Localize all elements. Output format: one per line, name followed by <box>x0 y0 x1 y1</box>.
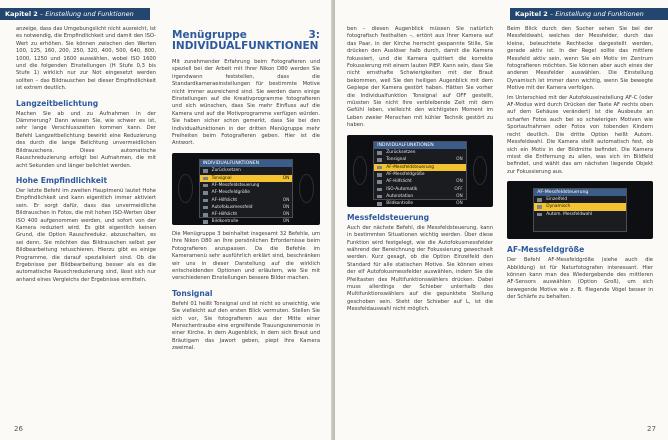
paragraph: Der Befehl AF-Messfeldgröße (siehe auch die Abbildung) ist für Naturfotografen interessant. Hier können kann man des Wiedergebende des mittleren AF-Sensors auswählen (Option Groß), um sich bewegende Motive wie z. B. fliegende Vögel besser in der Schärfe zu behalten. <box>507 257 653 301</box>
section-heading-tonsignal: Tonsignal <box>172 288 213 298</box>
left-header-chapter: Kapitel 2 <box>5 10 38 18</box>
paragraph: ben – diesen Augenblick müssen Sie natürlich fotografisch festhalten –, ertönt aus Ihrer Kamera auf das Paar, in der Kirche herrscht gespannte Stille, Sie drücken den Auslöser halb durch, damit die Kamera fokussiert, und die Kamera quittiert die korrekte Fokussierung mit einem lauten PIEP. Kann sein, dass Sie nicht ernsthafte Schwierigkeiten mit der Braut bekommen, weil Sie den heiligen Augenblick mit dem Gepiepe der Kamera gestört haben. Hätten Sie vorher die Individualfunktion Tonsignal auf OFF gestellt, müssten Sie nicht Ihre verbleibende Zeit mit dem Gefühl leben, vielleicht den wichtigsten Moment im Leben zweier Menschen mit kühler Technik gestört zu haben. <box>347 26 493 129</box>
paragraph: anzeige, dass das Umgebungslicht nicht ausreicht, ist es notwendig, die Empfindlichkeit und damit den ISO-Wert zu erhöhen. Sie können zwischen den Werten 100, 125, 160, 200, 250, 320, 400, 500, 640, 800, 1000, 1250 und 1600 auswählen, wobei ISO 1600 und die folgenden Einstellungen (H Stufe 0,3 bis Stufe 1) wirklich nur zur Not eingesetzt werden sollten – das Bildrauschen bei dieser Empfindlichkeit ist extrem deutlich. <box>16 26 156 92</box>
paragraph: Die Menügruppe 3 beinhaltet insgesamt 32 Befehle, um Ihre Nikon D80 an Ihre persönlichen Erfordernisse beim Fotografieren anzupassen. Da die Befehle im Kameramenü sehr ausführlich erklärt sind, beschränken wir uns in dieser Darstellung auf die wirklich entscheidenden Optionen und erläutern, wie Sie mit verschiedenen Einstellungen bessere Bilder machen. <box>172 230 320 282</box>
camera-menu-item: ISO-Automatik OFF <box>374 186 465 193</box>
menu-item-icon <box>203 169 208 173</box>
menu-item-icon <box>377 166 382 170</box>
camera-menu-item-selected: AF-Messfeldsteuerung <box>374 164 465 171</box>
menu-item-icon <box>377 188 382 192</box>
section-heading-menuegruppe-3: Menügruppe 3: INDIVIDUALFUNKTIONEN <box>172 29 320 52</box>
left-header-title: Einstellung und Funktionen <box>45 10 134 18</box>
left-page <box>0 0 333 440</box>
menu-item-icon <box>203 206 208 210</box>
paragraph: Auch der nächste Befehl, die Messfeldsteuerung, kann in bestimmten Situationen wichtig werden. Über diese Funktion wird festgelegt, wie die Autofokusmessfelder während der Bereichnung der Fokussierung gewechselt werden. Kurz gesagt, ob die Option Einzelfeld den Standard für alle statischen Motive. Sie können eines der elf Autofokusmessfelder auswählen, indem Sie die Pfeiltasten des Multifunktionswählers drücken. Dabei muss allerdings der Schieber unterhalb des Multifunktionswählers auf die gepunktete Stellung geschoben sein. Steht der Schieber auf L, ist die Messfeldauswahl nicht möglich. <box>347 224 493 313</box>
camera-menu-item-selected: Dynamisch <box>534 203 625 210</box>
camera-menu-item: AF-Hilfslicht ON <box>374 178 465 185</box>
paragraph: Beim Blick durch den Sucher sehen Sie bei der Messfeldwahl, welches der Messfelder, durch das kleine, beleuchtete Rechtecke dargestellt werden, gerade aktiv ist. In der Regel sollte das mittlere Messfeld aktiv sein, wenn Sie ein Motiv im Zentrum fotografieren möchten. Sie können aber auch eines der anderen Messfelder auswählen. Die Einstellung Dynamisch ist immer dann wichtig, wenn Sie bewegte Motive mit der Kamera verfolgen. <box>507 26 653 92</box>
menu-item-icon <box>203 213 208 217</box>
camera-menu-title: INDIVIDUALFUNKTIONEN <box>200 160 293 167</box>
paragraph: Machen Sie ab und zu Aufnahmen in der Dämmerung? Dann wissen Sie, wie schwer es ist, sehr lange Verschlusszeiten kommen kann. Der Befehl Langzeitbelichtung bewirkt eine Reduzierung des durch die lange Belichtung unvermeidlichen Bildrauschens. Diese automatische Rauschreduzierung erfolgt bei Aufnahmen, die mit acht Sekunden und länger belichtet werden. <box>16 110 156 169</box>
camera-menu-item: Autorotation ON <box>374 193 465 200</box>
menu-item-icon <box>377 195 382 199</box>
menu-item-icon <box>537 205 542 209</box>
camera-menu-item: Tonsignal ON <box>374 156 465 163</box>
section-heading-hohe-empfindlichkeit: Hohe Empfindlichkeit <box>16 175 108 185</box>
camera-menu-screenshot <box>507 181 653 239</box>
menu-item-icon <box>203 199 208 203</box>
paragraph: Befehl 01 heißt Tonsignal und ist nicht so unwichtig, wie Sie vielleicht auf den ersten Blick vermuten. Stellen Sie sich vor, Sie fotografieren aus der Mitte einer Menschentraube eine ergreifende Trauungszeremonie in einer Kirche. In dem Augenblick, in dem sich Braut und Bräutigam das Jawort geben, piept Ihre Kamera zweimal. <box>172 300 320 352</box>
camera-menu-item: AF-Messfeldgröße <box>374 171 465 178</box>
right-header-chapter: Kapitel 2 <box>515 10 548 18</box>
section-heading-messfeldsteuerung: Messfeldsteuerung <box>347 212 430 222</box>
menu-item-icon <box>203 191 208 195</box>
left-page-number: 26 <box>14 425 23 433</box>
right-header-title: Einstellung und Funktionen <box>555 10 644 18</box>
paragraph: Mit zunehmender Erfahrung beim Fotografieren und speziell bei der Arbeit mit Ihrer Nikon D80 werden Sie irgendwann feststellen, dass die Standardkameraeinstellungen für bestimmte Motive nicht immer ausreichend sind. Sie werden dann einige Einstellungen auf die Kreativprogramme fotografieren und sich wünschen, dass Sie mehr Einfluss auf die Kamera und auf die Motivprogramme verfügen würden. Sie haben sicher schon gemerkt, dass Sie bei den Individualfunktionen in der dritten Menügruppe mehr Freiheiten beim Fotografieren geben. Hier ist die Antwort. <box>172 59 320 147</box>
camera-menu-title: AF-Messfeldsteuerung <box>534 189 625 196</box>
menu-item-icon <box>377 158 382 162</box>
right-column-2 <box>507 26 653 420</box>
paragraph: Der letzte Befehl im zweiten Hauptmenü lautet Hohe Empfindlichkeit und kann eigentlich immer aktiviert sein. Er sorgt dafür, dass das unvermeidliche Bildrauschen in Fotos, die mit hohen ISO-Werten über ISO 400 aufgenommen werden, und sofort von der Kamera reduziert wird. Es gibt eigentlich keinen Grund, die Option Rauschredukz. abzuschalten, es sei denn, Sie möchten das Bildrauschen selbst per Bildbearbeitung retuschieren. Hierzu gibt es einige Programme, die darauf spezialisiert sind. Ob die Ergebnisse per Bildbearbeitung besser als es die automatische Rauschreduzierung sind, lässt sich nur anhand eines Vergleichs der Ergebnisse ermitteln. <box>16 187 156 283</box>
right-column-1 <box>347 26 493 420</box>
camera-menu-screenshot <box>347 135 493 207</box>
camera-menu-title: INDIVIDUALFUNKTIONEN <box>374 142 465 149</box>
left-column-2 <box>172 26 320 420</box>
camera-menu <box>199 159 294 225</box>
menu-item-icon <box>203 177 208 181</box>
menu-item-icon <box>203 220 208 224</box>
menu-item-icon <box>377 202 382 206</box>
camera-menu <box>373 141 466 207</box>
camera-menu-item: AF-Hilfslicht ON <box>200 197 293 204</box>
control-dial-icon <box>353 156 368 185</box>
control-dial-icon <box>299 174 314 203</box>
camera-menu-item: Zurücksetzen <box>200 167 293 174</box>
camera-menu-item: Einzelfeld <box>534 196 625 203</box>
camera-menu-item: Zurücksetzen <box>374 149 465 156</box>
menu-item-icon <box>537 213 542 217</box>
camera-menu-item: Bildkontrolle ON <box>374 200 465 206</box>
menu-item-icon <box>377 173 382 177</box>
right-page <box>335 0 668 440</box>
menu-item-icon <box>377 180 382 184</box>
section-heading-af-messfeldgroesse: AF-Messfeldgröße <box>507 245 585 255</box>
camera-menu-item-selected: Tonsignal ON <box>200 175 293 182</box>
camera-menu-item: AF-Messfeldsteuerung <box>200 182 293 189</box>
left-column-1 <box>16 26 156 420</box>
menu-item-icon <box>203 184 208 188</box>
paragraph: Im Unterschied mit der Autofokuseinstellung AF-C (oder AF-Modus wird durch Drücken der Taste AF rechts oben auf dem Gehäuse verändert) ist die Ausbeute an scharfen Fotos auch bei so schwierigen Motiven wie Sportaufnahmen oder Fotos von tobenden Kindern recht deutlich. Die dritte Option heißt Autom. Messfeldwahl. Die Kamera stellt automatisch fest, ob sich ein Motiv in der Bildmitte befindet. Die Kamera misst die Entfernung zu allen, was sich im Bildfeld befindet, und wählt das am nächsten liegende Objekt zur Fokussierung aus. <box>507 94 653 175</box>
camera-menu <box>533 188 626 232</box>
menu-item-icon <box>377 151 382 155</box>
camera-menu-item: Bildkontrolle ON <box>200 218 293 224</box>
camera-menu-item: AF-Hilfslicht ON <box>200 211 293 218</box>
right-running-header: Kapitel 2 – Einstellung und Funktionen <box>510 8 668 20</box>
camera-menu-item: Autom. Messfeldwahl <box>534 211 625 218</box>
control-dial-icon <box>473 156 488 185</box>
menu-item-icon <box>537 198 542 202</box>
camera-menu-item: AF-Messfeldgröße <box>200 189 293 196</box>
camera-menu-item: Autofokusmessfeld ON <box>200 204 293 211</box>
camera-menu-screenshot <box>172 153 320 225</box>
right-page-number: 27 <box>647 425 656 433</box>
section-heading-langzeitbelichtung: Langzeitbelichtung <box>16 98 99 108</box>
left-running-header: Kapitel 2 – Einstellung und Funktionen <box>0 8 150 20</box>
control-dial-icon <box>178 174 193 203</box>
